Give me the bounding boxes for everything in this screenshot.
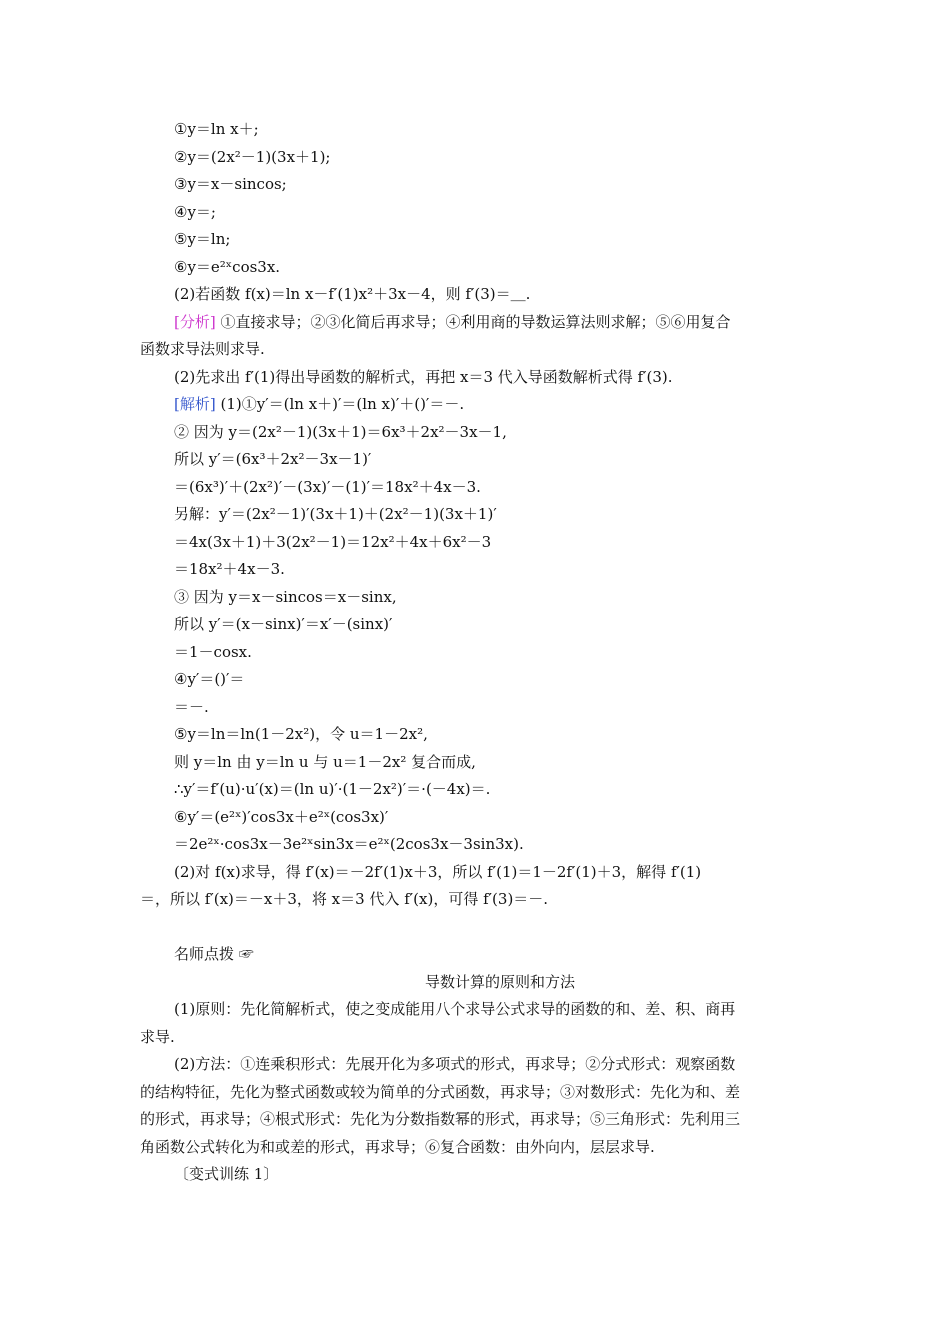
text-line: (1)原则：先化简解析式，使之变成能用八个求导公式求导的函数的和、差、积、商再	[174, 1000, 736, 1018]
text-line: ＝4x(3x＋1)＋3(2x²－1)＝12x²＋4x＋6x²－3	[174, 532, 492, 551]
text-line: (2)对 f(x)求导，得 f′(x)＝－2f′(1)x＋3，所以 f′(1)＝1－2f′(1)＋3，解得 f′(1)	[174, 862, 702, 881]
text-line: ② 因为 y＝(2x²－1)(3x＋1)＝6x³＋2x²－3x－1,	[174, 422, 507, 441]
text-line: ＝(6x³)′＋(2x²)′－(3x)′－(1)′＝18x²＋4x－3.	[174, 477, 481, 496]
solution-text: (1)①y′＝(ln x＋)′＝(ln x)′＋()′＝－.	[220, 395, 465, 413]
text-line: 则 y＝ln 由 y＝ln u 与 u＝1－2x² 复合而成,	[174, 752, 476, 771]
text-line: ②y＝(2x²－1)(3x＋1);	[174, 147, 331, 166]
analysis-line	[140, 309, 820, 337]
text-line: 角函数公式转化为和或差的形式，再求导；⑥复合函数：由外向内，层层求导.	[140, 1137, 655, 1156]
text-line: ⑥y′＝(e²ˣ)′cos3x＋e²ˣ(cos3x)′	[174, 807, 389, 826]
text-line: ＝1－cosx.	[174, 642, 252, 661]
text-line: ＝－.	[174, 697, 209, 716]
text-line: 函数求导法则求导.	[140, 340, 265, 358]
text-line: 的形式，再求导；④根式形式：先化为分数指数幂的形式，再求导；⑤三角形式：先利用三	[140, 1110, 741, 1128]
solution-tag: [解析]	[174, 395, 216, 413]
text-line: ＝18x²＋4x－3.	[174, 560, 285, 578]
analysis-tag: [分析]	[174, 312, 216, 331]
text-line: ⑤y＝ln＝ln(1－2x²)，令 u＝1－2x²,	[174, 725, 428, 743]
text-line: ③ 因为 y＝x－sincos＝x－sinx,	[174, 587, 397, 606]
tip-title: 导数计算的原则和方法	[424, 972, 575, 991]
text-line: (2)方法：①连乘积形式：先展开化为多项式的形式，再求导；②分式形式：观察函数	[174, 1055, 736, 1073]
document-page	[140, 116, 820, 1189]
text-line: 所以 y′＝(6x³＋2x²－3x－1)′	[174, 450, 372, 468]
analysis-text: ①直接求导；②③化简后再求导；④利用商的导数运算法则求解；⑤⑥用复合	[220, 312, 731, 331]
text-line: ④y＝;	[174, 202, 216, 221]
exercise-heading: 〔变式训练 1〕	[174, 1165, 279, 1183]
text-line: (2)若函数 f(x)＝ln x－f′(1)x²＋3x－4，则 f′(3)＝＿.	[174, 285, 531, 303]
text-line: ①y＝ln x＋;	[174, 120, 259, 138]
text-line: ④y′＝()′＝	[174, 670, 245, 688]
text-line: ∴y′＝f′(u)·u′(x)＝(ln u)′·(1－2x²)′＝·(－4x)＝.	[174, 780, 491, 798]
text-line: ⑥y＝e²ˣcos3x.	[174, 257, 281, 276]
spacer	[140, 914, 820, 942]
text-line: 所以 y′＝(x－sinx)′＝x′－(sinx)′	[174, 615, 393, 633]
solution-line	[140, 391, 820, 419]
text-line: ⑤y＝ln;	[174, 230, 231, 248]
text-line: 求导.	[140, 1027, 175, 1046]
text-line: ＝，所以 f′(x)＝－x＋3，将 x＝3 代入 f′(x)，可得 f′(3)＝－.	[140, 890, 549, 908]
text-line: ③y＝x－sincos;	[174, 175, 287, 193]
text-line: 另解：y′＝(2x²－1)′(3x＋1)＋(2x²－1)(3x＋1)′	[174, 505, 497, 523]
text-line: ＝2e²ˣ·cos3x－3e²ˣsin3x＝e²ˣ(2cos3x－3sin3x).	[174, 835, 524, 853]
text-line: (2)先求出 f′(1)得出导函数的解析式，再把 x＝3 代入导函数解析式得 f′(3).	[174, 367, 673, 386]
text-line: 的结构特征，先化为整式函数或较为简单的分式函数，再求导；③对数形式：先化为和、差	[140, 1082, 741, 1101]
tip-heading: 名师点拨 ☞	[174, 945, 254, 963]
